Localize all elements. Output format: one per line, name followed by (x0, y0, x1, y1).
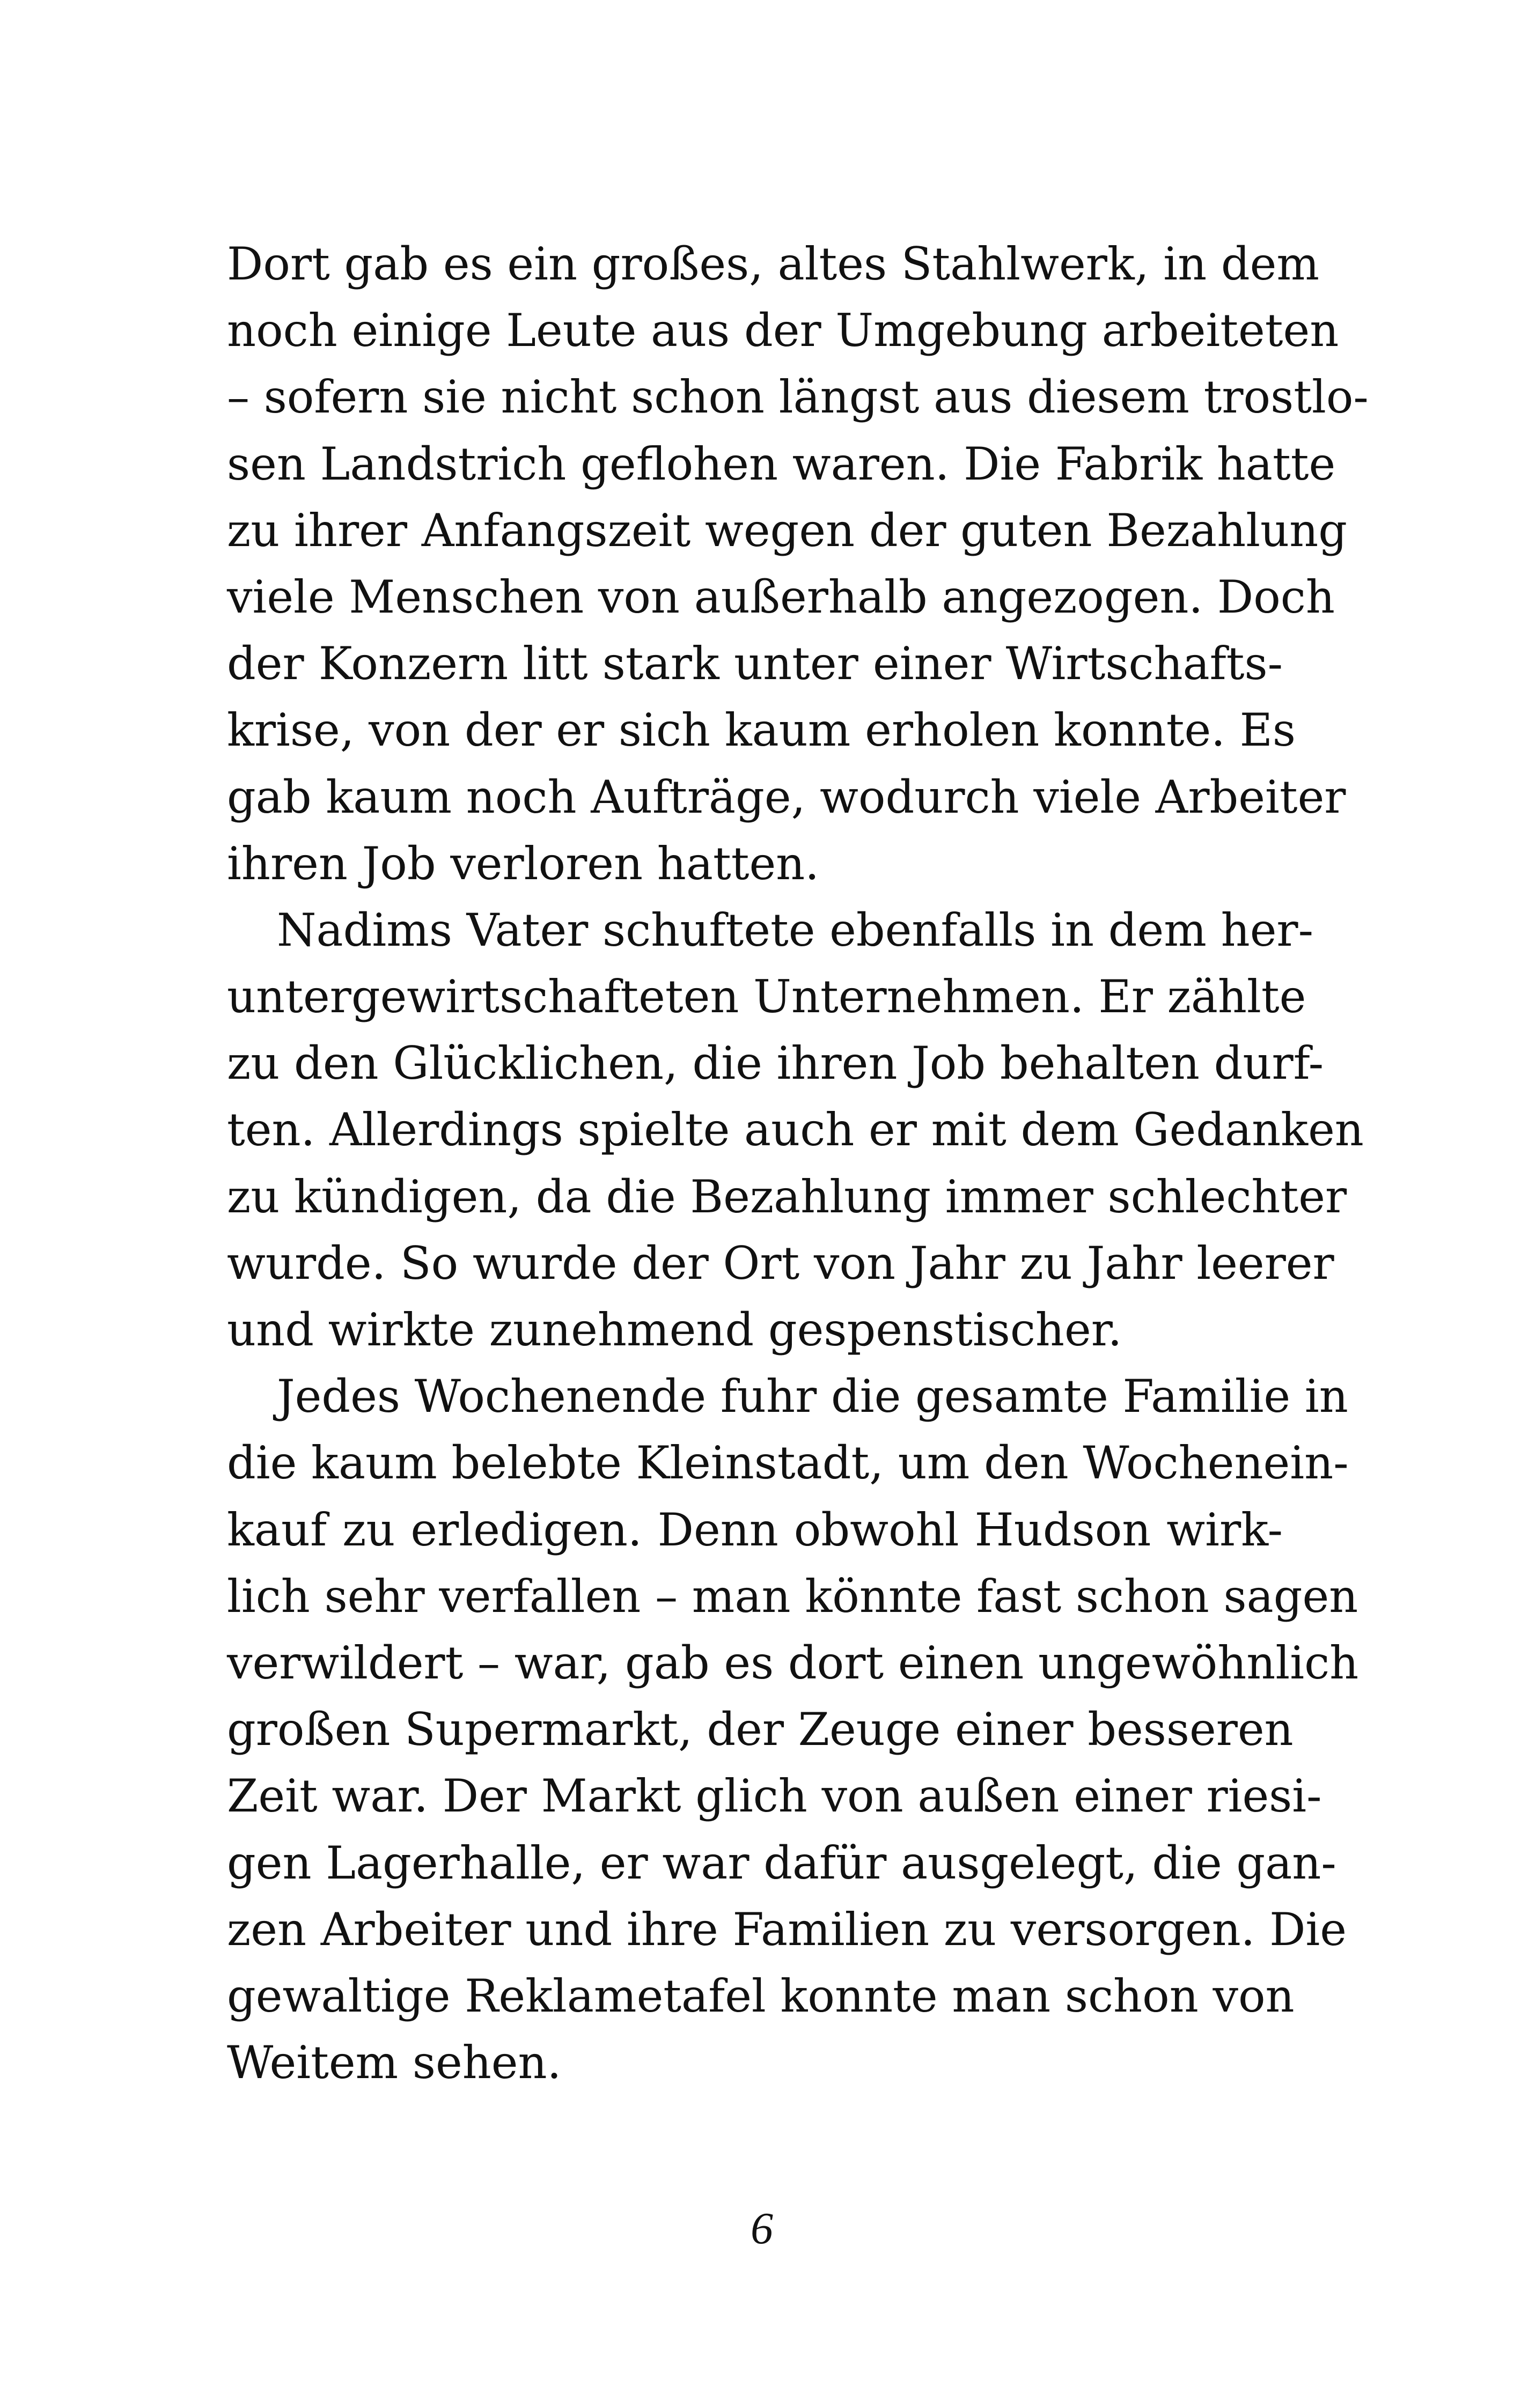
paragraph-3-line-3: kauf zu erledigen. Denn obwohl Hudson wirk- (227, 1503, 1283, 1556)
paragraph-2-line-6: wurde. So wurde der Ort von Jahr zu Jahr leerer (227, 1236, 1334, 1290)
paragraph-2-line-7: und wirkte zunehmend gespenstischer. (227, 1304, 1122, 1356)
paragraph-2-line-5: zu kündigen, da die Bezahlung immer schlechter (227, 1170, 1347, 1223)
paragraph-2-line-4: ten. Allerdings spielte auch er mit dem Gedanken (227, 1103, 1364, 1157)
paragraph-3-line-11: Weitem sehen. (227, 2036, 562, 2089)
paragraph-1-line-9: gab kaum noch Aufträge, wodurch viele Arbeiter (227, 770, 1346, 823)
paragraph-3-line-7: Zeit war. Der Markt glich von außen einer riesi- (227, 1770, 1322, 1823)
paragraph-1-line-2: noch einige Leute aus der Umgebung arbeiteten (227, 304, 1339, 357)
paragraph-3-line-5: verwildert – war, gab es dort einen ungewöhnlich (227, 1636, 1359, 1689)
paragraph-3-line-10: gewaltige Reklametafel konnte man schon von (227, 1969, 1295, 2022)
paragraph-2-line-3: zu den Glücklichen, die ihren Job behalten durf- (227, 1037, 1324, 1090)
paragraph-3-line-8: gen Lagerhalle, er war dafür ausgelegt, die gan- (227, 1836, 1336, 1889)
paragraph-1-line-8: krise, von der er sich kaum erholen konnte. Es (227, 704, 1296, 757)
paragraph-1-line-1: Dort gab es ein großes, altes Stahlwerk, in dem (227, 238, 1320, 290)
paragraph-3-line-2: die kaum belebte Kleinstadt, um den Wochenein- (227, 1437, 1349, 1490)
paragraph-1-line-5: zu ihrer Anfangszeit wegen der guten Bezahlung (227, 504, 1348, 557)
paragraph-1-line-6: viele Menschen von außerhalb angezogen. Doch (227, 570, 1335, 623)
paragraph-1-line-10: ihren Job verloren hatten. (227, 837, 819, 890)
paragraph-2-line-1: Nadims Vater schuftete ebenfalls in dem her- (277, 903, 1313, 956)
paragraph-1-line-4: sen Landstrich geflohen waren. Die Fabrik hatte (227, 437, 1336, 490)
page-number: 6 (751, 2204, 773, 2254)
paragraph-2-line-2: untergewirtschafteten Unternehmen. Er zählte (227, 970, 1306, 1023)
body-text (227, 231, 1369, 2096)
paragraph-3-line-4: lich sehr verfallen – man könnte fast schon sagen (227, 1570, 1358, 1623)
paragraph-3-line-9: zen Arbeiter und ihre Familien zu versorgen. Die (227, 1903, 1347, 1956)
paragraph-3-line-6: großen Supermarkt, der Zeuge einer besseren (227, 1703, 1294, 1756)
paragraph-3-line-1: Jedes Wochenende fuhr die gesamte Familie in (277, 1370, 1348, 1423)
paragraph-1-line-7: der Konzern litt stark unter einer Wirtschafts- (227, 637, 1283, 690)
paragraph-1-line-3: – sofern sie nicht schon längst aus diesem trostlo- (227, 371, 1369, 424)
